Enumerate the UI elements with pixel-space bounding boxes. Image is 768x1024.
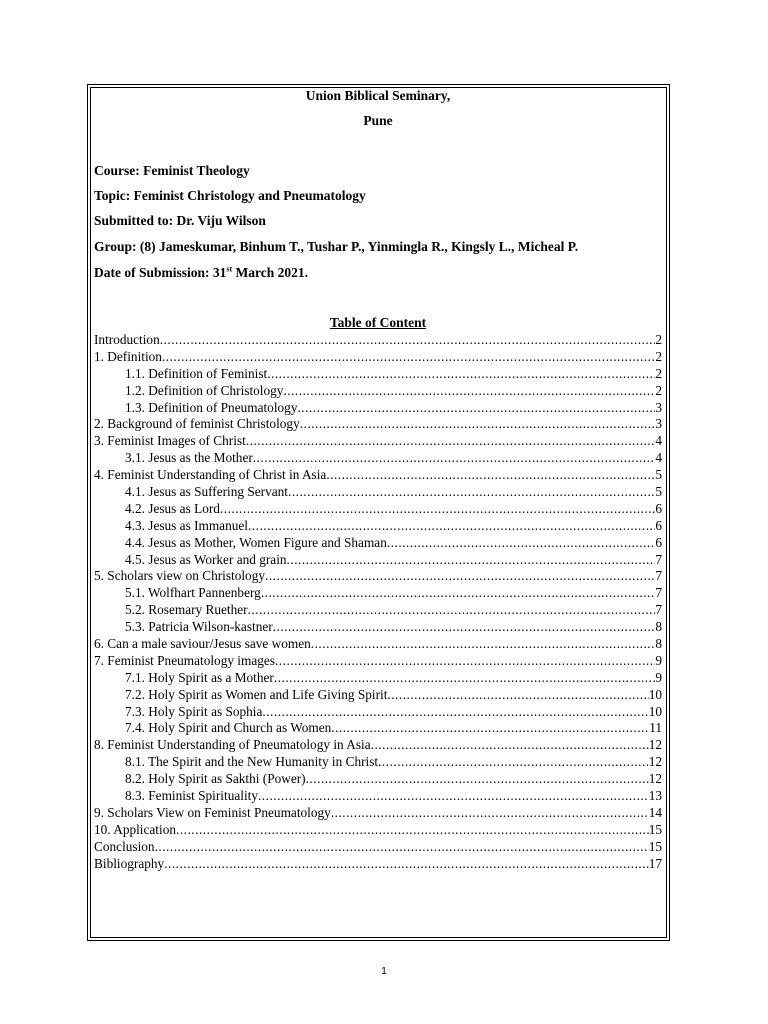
toc-leader-dots (253, 450, 656, 467)
toc-entry-label: 10. Application (94, 821, 176, 837)
toc-leader-dots (288, 484, 655, 501)
toc-entry-label: 8.3. Feminist Spirituality (125, 788, 258, 804)
toc-entry-page: 10 (648, 686, 662, 702)
toc-entry-page: 9 (655, 669, 662, 685)
toc-entry[interactable] (94, 518, 662, 535)
toc-entry[interactable] (94, 670, 662, 687)
toc-entry-label: 7.2. Holy Spirit as Women and Life Giving Spirit (125, 686, 388, 702)
toc-leader-dots (331, 805, 649, 822)
toc-entry-page: 12 (648, 771, 662, 787)
toc-entry-label: 1. Definition (94, 348, 162, 364)
date-prefix: Date of Submission: 31 (94, 265, 227, 280)
toc-leader-dots (262, 704, 648, 721)
toc-entry-label: 8.1. The Spirit and the New Humanity in Christ (125, 754, 379, 770)
toc-entry-page: 6 (655, 534, 662, 550)
toc-leader-dots (300, 416, 656, 433)
page-number: 1 (381, 966, 387, 977)
toc-entry-label: 4.3. Jesus as Immanuel (125, 517, 248, 533)
toc-entry-page: 7 (655, 585, 662, 601)
toc-entry-label: 3.1. Jesus as the Mother (125, 450, 253, 466)
toc-leader-dots (311, 636, 656, 653)
toc-entry-label: 8.2. Holy Spirit as Sakthi (Power) (125, 771, 306, 787)
toc-leader-dots (387, 535, 656, 552)
toc-entry-label: 1.1. Definition of Feminist (125, 365, 268, 381)
toc-entry[interactable] (94, 704, 662, 721)
toc-entry[interactable] (94, 400, 662, 417)
toc-entry-label: 5.3. Patricia Wilson-kastner (125, 619, 273, 635)
toc-entry-label: 4.4. Jesus as Mother, Women Figure and Shaman (125, 534, 387, 550)
toc-entry-label: 5.2. Rosemary Ruether (125, 602, 248, 618)
toc-entry-label: 2. Background of feminist Christology (94, 416, 300, 432)
toc-entry-label: 8. Feminist Understanding of Pneumatology in Asia (94, 737, 371, 753)
toc-leader-dots (261, 585, 656, 602)
toc-entry-label: Bibliography (94, 855, 165, 871)
toc-leader-dots (265, 568, 655, 585)
toc-entry-label: 5.1. Wolfhart Pannenberg (125, 585, 261, 601)
toc-entry-page: 2 (655, 332, 662, 347)
toc-entry-page: 3 (655, 399, 662, 415)
toc-entry-page: 4 (655, 450, 662, 466)
toc-entry-page: 6 (655, 500, 662, 516)
toc-entry-page: 17 (648, 855, 662, 871)
toc-entry-page: 15 (648, 821, 662, 837)
toc-leader-dots (297, 400, 655, 417)
toc-entry-label: Conclusion (94, 838, 155, 854)
toc-entry-page: 10 (648, 703, 662, 719)
toc-entry-page: 13 (648, 788, 662, 804)
toc-entry[interactable] (94, 737, 662, 754)
toc-leader-dots (176, 822, 649, 839)
toc-leader-dots (387, 687, 648, 704)
toc-entry[interactable] (94, 788, 662, 805)
toc-entry[interactable] (94, 535, 662, 552)
toc-entry[interactable] (94, 366, 662, 383)
toc-entry[interactable] (94, 416, 662, 433)
submitted-to-line: Submitted to: Dr. Viju Wilson (94, 213, 266, 228)
table-of-contents (94, 332, 662, 873)
toc-leader-dots (331, 720, 649, 737)
toc-entry-label: 7. Feminist Pneumatology images (94, 652, 275, 668)
toc-leader-dots (287, 552, 656, 569)
date-suffix: March 2021. (232, 265, 309, 280)
toc-entry-page: 7 (655, 568, 662, 584)
toc-entry-page: 5 (655, 484, 662, 500)
toc-entry-page: 4 (655, 433, 662, 449)
toc-entry-page: 14 (648, 804, 662, 820)
toc-leader-dots (274, 670, 656, 687)
toc-leader-dots (326, 467, 655, 484)
toc-leader-dots (162, 349, 655, 366)
toc-entry[interactable] (94, 822, 662, 839)
toc-entry-label: 4.5. Jesus as Worker and grain (125, 551, 287, 567)
toc-entry-page: 5 (655, 467, 662, 483)
toc-entry[interactable] (94, 636, 662, 653)
toc-entry-label: 5. Scholars view on Christology (94, 568, 266, 584)
toc-entry-label: 7.4. Holy Spirit and Church as Women (125, 720, 332, 736)
toc-leader-dots (220, 501, 655, 518)
toc-leader-dots (371, 737, 649, 754)
toc-entry-label: 9. Scholars View on Feminist Pneumatology (94, 804, 331, 820)
toc-entry-label: 7.1. Holy Spirit as a Mother (125, 669, 274, 685)
institution-name: Union Biblical Seminary, (305, 88, 451, 103)
toc-entry[interactable] (94, 687, 662, 704)
toc-leader-dots (164, 856, 649, 873)
toc-entry-page: 15 (648, 838, 662, 854)
toc-entry-label: 7.3. Holy Spirit as Sophia (125, 703, 263, 719)
toc-entry[interactable] (94, 771, 662, 788)
toc-entry-page: 12 (648, 737, 662, 753)
toc-leader-dots (275, 653, 655, 670)
toc-entry[interactable] (94, 552, 662, 569)
toc-leader-dots (248, 602, 656, 619)
toc-entry-label: 1.2. Definition of Christology (125, 382, 284, 398)
toc-leader-dots (283, 383, 655, 400)
toc-entry[interactable] (94, 501, 662, 518)
toc-entry-page: 9 (655, 652, 662, 668)
toc-entry[interactable] (94, 433, 662, 450)
toc-entry-page: 12 (648, 754, 662, 770)
toc-entry-label: Introduction (94, 332, 160, 347)
toc-entry-label: 3. Feminist Images of Christ (94, 433, 246, 449)
toc-entry-label: 6. Can a male saviour/Jesus save women (94, 636, 311, 652)
toc-entry-label: 4.2. Jesus as Lord (125, 500, 220, 516)
toc-entry[interactable] (94, 568, 662, 585)
toc-entry-page: 3 (655, 416, 662, 432)
toc-entry-page: 8 (655, 619, 662, 635)
toc-entry-label: 1.3. Definition of Pneumatology (125, 399, 298, 415)
toc-entry-label: 4. Feminist Understanding of Christ in Asia (94, 467, 327, 483)
toc-entry[interactable] (94, 349, 662, 366)
toc-entry[interactable] (94, 602, 662, 619)
toc-leader-dots (258, 788, 649, 805)
submission-date-line (94, 265, 308, 281)
toc-entry[interactable] (94, 839, 662, 856)
toc-entry[interactable] (94, 805, 662, 822)
toc-entry[interactable] (94, 754, 662, 771)
course-line: Course: Feminist Theology (94, 163, 250, 178)
toc-entry[interactable] (94, 585, 662, 602)
toc-entry[interactable] (94, 383, 662, 400)
toc-entry[interactable] (94, 720, 662, 737)
toc-entry[interactable] (94, 619, 662, 636)
toc-entry-page: 2 (655, 382, 662, 398)
toc-entry[interactable] (94, 467, 662, 484)
toc-entry-page: 7 (655, 602, 662, 618)
toc-entry-page: 7 (655, 551, 662, 567)
toc-entry[interactable] (94, 653, 662, 670)
date-ordinal: st (226, 264, 233, 274)
toc-entry[interactable] (94, 332, 662, 349)
toc-leader-dots (160, 332, 656, 349)
toc-leader-dots (306, 771, 649, 788)
group-line: Group: (8) Jameskumar, Binhum T., Tushar P., Yinmingla R., Kingsly L., Micheal P. (94, 239, 579, 254)
topic-line: Topic: Feminist Christology and Pneumatology (94, 188, 366, 203)
toc-entry-page: 8 (655, 636, 662, 652)
toc-entry-page: 6 (655, 517, 662, 533)
toc-entry[interactable] (94, 484, 662, 501)
institution-city: Pune (363, 113, 393, 128)
toc-leader-dots (273, 619, 656, 636)
toc-leader-dots (378, 754, 649, 771)
toc-leader-dots (267, 366, 655, 383)
toc-entry-page: 11 (649, 720, 662, 736)
toc-entry-label: 4.1. Jesus as Suffering Servant (125, 484, 288, 500)
toc-leader-dots (246, 433, 656, 450)
toc-title (94, 315, 662, 331)
toc-title-text: Table of Content (329, 315, 427, 330)
toc-entry-page: 2 (655, 365, 662, 381)
toc-entry[interactable] (94, 856, 662, 873)
toc-leader-dots (155, 839, 649, 856)
toc-entry-page: 2 (655, 348, 662, 364)
toc-leader-dots (248, 518, 655, 535)
toc-entry[interactable] (94, 450, 662, 467)
